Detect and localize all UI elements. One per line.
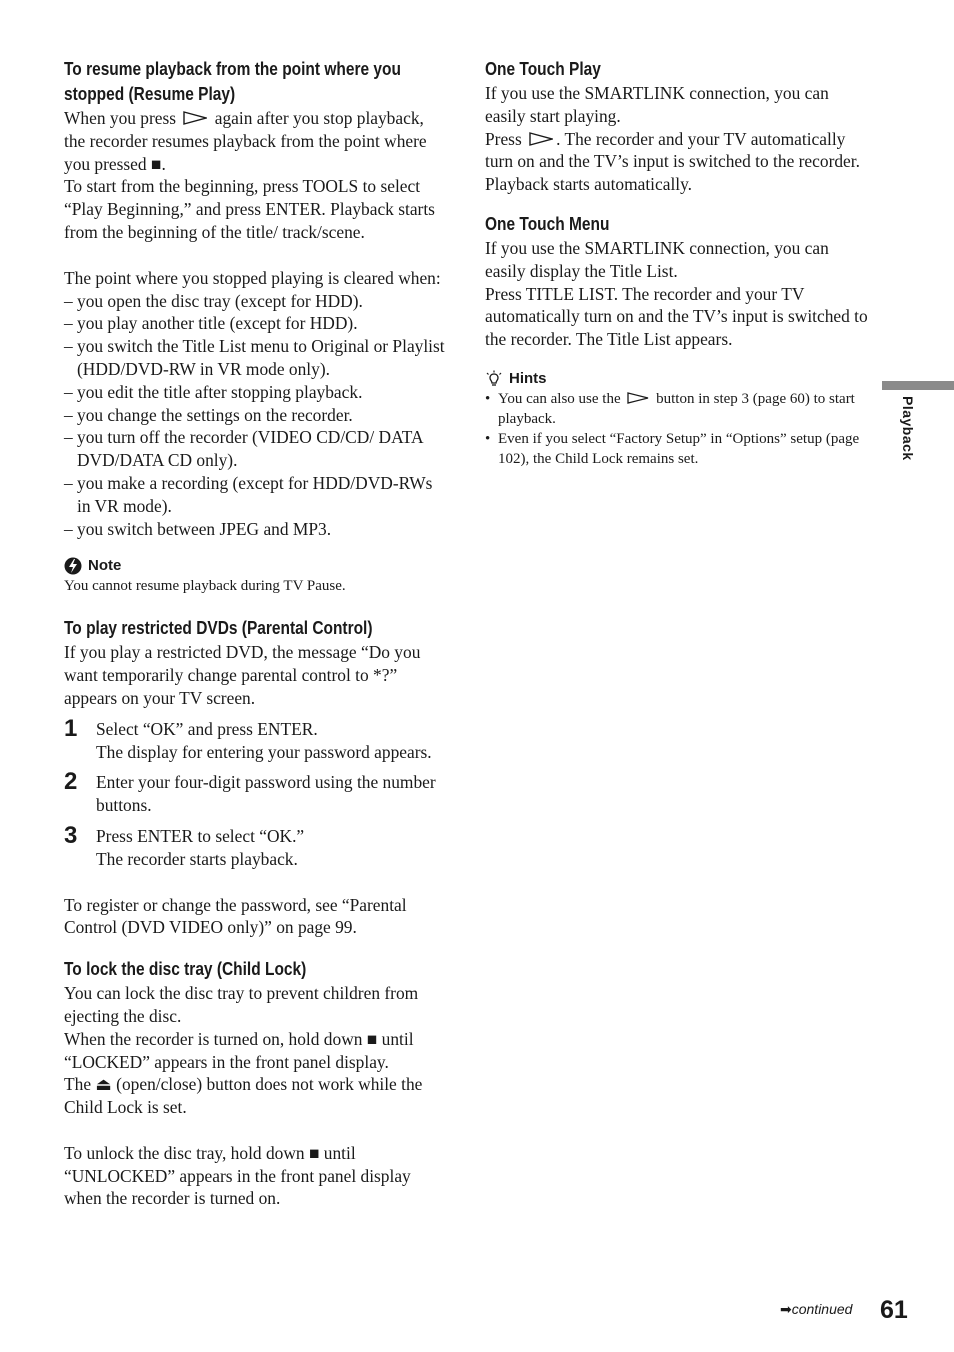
one-touch-play-heading: One Touch Play xyxy=(485,59,601,79)
one-touch-menu-paragraph-2: Press TITLE LIST. The recorder and your TV automatically turn on and the TV’s input is switched to the recorder. The Title List appears. xyxy=(485,283,868,350)
resume-p1-end: again after you stop playback, the recorder resumes playback from the point where you pressed ■. xyxy=(64,108,427,174)
step-line: The recorder starts playback. xyxy=(96,848,298,869)
continued-indicator xyxy=(780,1301,852,1318)
note-heading xyxy=(64,556,448,576)
childlock-heading: To lock the disc tray (Child Lock) xyxy=(64,959,307,980)
hint-1-start: You can also use the xyxy=(498,390,621,407)
step-text xyxy=(96,825,304,871)
continued-label: continued xyxy=(791,1301,853,1317)
step-line: Select “OK” and press ENTER. xyxy=(96,718,318,739)
step-1 xyxy=(64,714,448,764)
resume-p1-start: When you press xyxy=(64,108,177,128)
step-line: The display for entering your password appears. xyxy=(96,741,432,762)
childlock-paragraph-3: The ⏏ (open/close) button does not work while the Child Lock is set. xyxy=(64,1074,423,1118)
play-icon xyxy=(529,132,553,146)
step-number: 1 xyxy=(64,714,78,742)
otp-p2-end: . The recorder and your TV automatically turn on and the TV’s input is switched to the recorder. Playback starts automatically. xyxy=(485,128,860,195)
note-text: You cannot resume playback during TV Pause. xyxy=(64,578,346,595)
list-item: – you turn off the recorder (VIDEO CD/CD/ DATA DVD/DATA CD only). xyxy=(64,426,448,472)
childlock-paragraph-4: To unlock the disc tray, hold down ■ until “UNLOCKED” appears in the front panel display when the recorder is turned on. xyxy=(64,1142,411,1209)
right-column xyxy=(485,57,869,469)
list-item: – you switch the Title List menu to Original or Playlist (HDD/DVD-RW in VR mode only). xyxy=(64,335,448,381)
section-tab-marker xyxy=(882,381,954,390)
parental-intro: If you play a restricted DVD, the message “Do you want temporarily change parental control to *?” appears on your TV screen. xyxy=(64,642,421,708)
otp-p2-start: Press xyxy=(485,128,522,149)
step-text xyxy=(96,771,448,817)
one-touch-menu-heading: One Touch Menu xyxy=(485,213,610,234)
step-line: Press ENTER to select “OK.” xyxy=(96,825,305,846)
play-icon xyxy=(627,392,649,404)
resume-paragraph-3: The point where you stopped playing is cleared when: xyxy=(64,267,441,288)
list-item: – you make a recording (except for HDD/DVD-RWs in VR mode). xyxy=(64,472,448,518)
one-touch-play-paragraph-1: If you use the SMARTLINK connection, you can easily start playing. xyxy=(485,83,829,126)
parental-outro: To register or change the password, see “Parental Control (DVD VIDEO only)” on page 99. xyxy=(64,894,407,938)
list-item: – you play another title (except for HDD). xyxy=(64,312,448,335)
section-side-label: Playback xyxy=(900,396,916,461)
resume-heading-line2: stopped (Resume Play) xyxy=(64,84,236,104)
list-item xyxy=(485,389,869,429)
hints-heading xyxy=(485,369,869,389)
page-number: 61 xyxy=(880,1296,908,1324)
note-label: Note xyxy=(88,557,122,575)
hints-label: Hints xyxy=(509,369,547,387)
list-item: – you open the disc tray (except for HDD). xyxy=(64,290,448,313)
list-item: – you switch between JPEG and MP3. xyxy=(64,518,448,541)
one-touch-menu-paragraph-1: If you use the SMARTLINK connection, you can easily display the Title List. xyxy=(485,237,829,281)
step-line: Enter your four-digit password using the number buttons. xyxy=(96,772,436,816)
step-3 xyxy=(64,821,448,871)
list-item: – you edit the title after stopping playback. xyxy=(64,381,448,404)
list-item: • Even if you select “Factory Setup” in “Options” setup (page 102), the Child Lock remains set. xyxy=(485,429,869,469)
play-icon xyxy=(183,111,207,125)
lightbulb-icon xyxy=(485,370,503,388)
arrow-right-icon: ➡ xyxy=(780,1301,792,1317)
hints-list xyxy=(485,389,869,469)
resume-heading-line1: To resume playback from the point where you xyxy=(64,59,401,79)
step-text xyxy=(96,718,432,764)
step-2 xyxy=(64,768,448,817)
step-number: 2 xyxy=(64,768,78,796)
step-number: 3 xyxy=(64,821,78,849)
note-icon xyxy=(64,557,82,575)
resume-paragraph-2: To start from the beginning, press TOOLS to select “Play Beginning,” and press ENTER. Playback starts from the beginning of the title/ track/scene. xyxy=(64,176,435,242)
hint-1-end: button in step 3 (page 60) to start playback. xyxy=(498,390,855,427)
childlock-paragraph-1: You can lock the disc tray to prevent children from ejecting the disc. xyxy=(64,983,419,1026)
resume-cleared-list xyxy=(64,290,448,541)
resume-paragraph-1 xyxy=(64,107,448,175)
left-column xyxy=(64,57,448,1210)
list-item: – you change the settings on the recorder. xyxy=(64,404,448,427)
parental-heading: To play restricted DVDs (Parental Control) xyxy=(64,618,373,639)
one-touch-play-paragraph-2 xyxy=(485,128,869,196)
childlock-paragraph-2: When the recorder is turned on, hold down ■ until “LOCKED” appears in the front panel display. xyxy=(64,1028,414,1072)
